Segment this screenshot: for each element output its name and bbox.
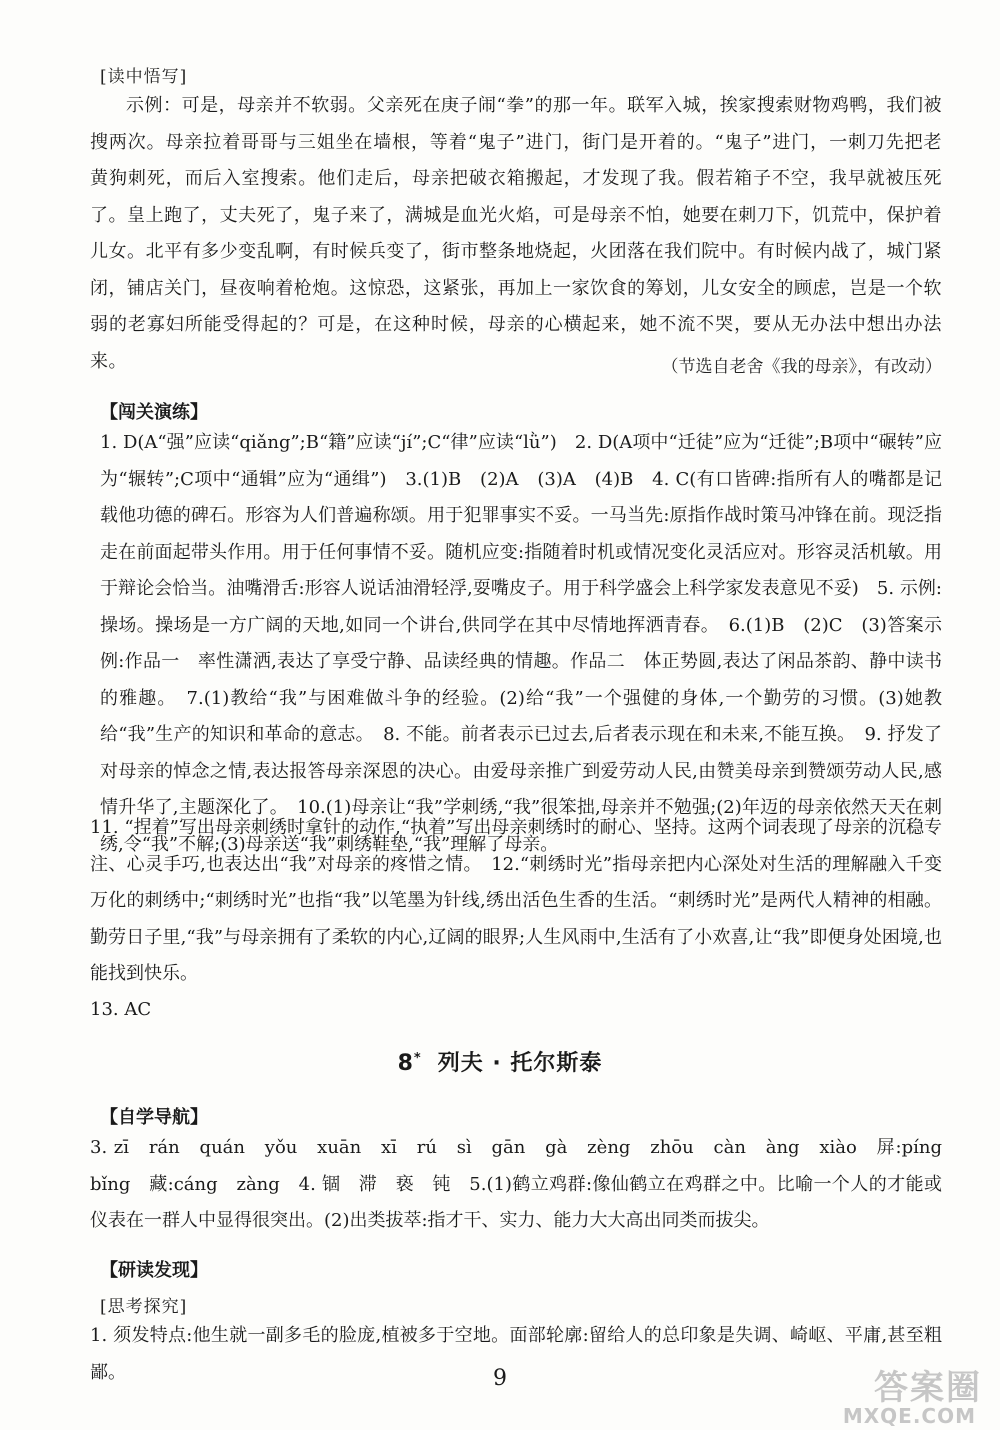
reading-writing-example: 示例：可是，母亲并不软弱。父亲死在庚子闹“拳”的那一年。联军入城，挨家搜索财物鸡鸭，我们被搜两次。母亲拉着哥哥与三姐坐在墙根，等着“鬼子”进门，街门是开着的。“鬼子”进门，一刺刀先把老黄狗刺死，而后入室搜索。他们走后，母亲把破衣箱搬起，才发现了我。假若箱子不空，我早就被压死了。皇上跑了，丈夫死了，鬼子来了，满城是血光火焰，可是母亲不怕，她要在刺刀下，饥荒中，保护着儿女。北平有多少变乱啊，有时候兵变了，街市整条地烧起，火团落在我们院中。有时候内战了，城门紧闭，铺店关门，昼夜响着枪炮。这惊恐，这紧张，再加上一家饮食的筹划，儿女安全的顾虑，岂是一个软弱的老寡妇所能受得起的？可是，在这种时候，母亲的心横起来，她不流不哭，要从无办法中想出办法来。	[90, 95, 942, 372]
lesson-number: 8	[397, 1051, 414, 1076]
self-study-heading: 【自学导航】	[100, 1107, 208, 1128]
watermark-url: MXQE.COM	[842, 1404, 976, 1428]
practice-answers: 1. D(A“强”应读“qiǎng”;B“籍”应读“jí”;C“律”应读“lǜ”) 2. D(A项中“迁徒”应为“迁徙”;B项中“碾转”应为“辗转”;C项中“通辑”应为“通缉”) 3.(1)B (2)A (3)A (4)B 4. C(有口皆碑:指所有人的嘴都是记载他功德的碑石。形容为人们普遍称颂。用于犯罪事实不妥。一马当先:原指作战时策马冲锋在前。现泛指走在前面起带头作用。用于任何事情不妥。随机应变:指随着时机或情况变化灵活应对。形容灵活机敏。用于辩论会恰当。油嘴滑舌:形容人说话油滑轻浮,耍嘴皮子。用于科学盛会上科学家发表意见不妥) 5. 示例:操场。操场是一方广阔的天地,如同一个讲台,供同学在其中尽情地挥洒青春。 6.(1)B (2)C (3)答案示例:作品一 率性潇洒,表达了享受宁静、品读经典的情趣。作品二 体正势圆,表达了闲品茶韵、静中读书的雅趣。 7.(1)教给“我”与困难做斗争的经验。(2)给“我”一个强健的身体,一个勤劳的习惯。(3)她教给“我”生产的知识和革命的意志。 8. 不能。前者表示已过去,后者表示现在和未来,不能互换。 9. 抒发了对母亲的悼念之情,表达报答母亲深恩的决心。由爱母亲推广到爱劳动人民,由赞美母亲到赞颂劳动人民,感情升华了,主题深化了。 10.(1)母亲让“我”学刺绣,“我”很笨拙,母亲并不勉强;(2)年迈的母亲依然天天在刺绣,令“我”不解;(3)母亲送“我”刺绣鞋垫,“我”理解了母亲。	[100, 432, 942, 855]
practice-heading: 【闯关演练】	[100, 402, 208, 423]
reading-writing-heading: [读中悟写]	[100, 67, 188, 87]
lesson-mark: *	[413, 1050, 422, 1066]
watermark-logo-text: 答案圈	[874, 1368, 982, 1408]
research-answer-1: 1. 须发特点:他生就一副多毛的脸庞,植被多于空地。面部轮廓:留给人的总印象是失调、崎岖、平庸,甚至粗鄙。	[90, 1325, 942, 1383]
excerpt-source: （节选自老舍《我的母亲》，有改动）	[661, 357, 942, 377]
self-study-answers: 3. zī rán quán yǒu xuān xī rú sì gān gà zèng zhōu càn àng xiào 屏:píng bǐng 藏:cáng zàng 4. 锢 滞 亵 钝 5.(1)鹤立鸡群:像仙鹤立在鸡群之中。比喻一个人的才能或仪表在一群人中显得很突出。(2)出类拔萃:指才干、实力、能力大大高出同类而拔尖。	[90, 1137, 960, 1231]
research-sub-heading: [思考探究]	[100, 1297, 188, 1317]
site-watermark	[792, 1360, 982, 1426]
lesson-name: 列夫 · 托尔斯泰	[437, 1051, 603, 1076]
practice-answer-13: 13. AC	[90, 999, 152, 1020]
practice-answers-11-12: 11. “捏着”写出母亲刺绣时拿针的动作,“执着”写出母亲刺绣时的耐心、坚持。这两个词表现了母亲的沉稳专注、心灵手巧,也表达出“我”对母亲的疼惜之情。 12.“刺绣时光”指母亲把内心深处对生活的理解融入千变万化的刺绣中;“刺绣时光”也指“我”以笔墨为针线,绣出活色生香的生活。“刺绣时光”是两代人精神的相融。勤劳日子里,“我”与母亲拥有了柔软的内心,辽阔的眼界;人生风雨中,生活有了小欢喜,让“我”即便身处困境,也能找到快乐。	[90, 817, 942, 984]
lesson-title	[0, 1046, 1000, 1077]
research-heading: 【研读发现】	[100, 1260, 208, 1281]
page-number: 9	[493, 1366, 507, 1391]
